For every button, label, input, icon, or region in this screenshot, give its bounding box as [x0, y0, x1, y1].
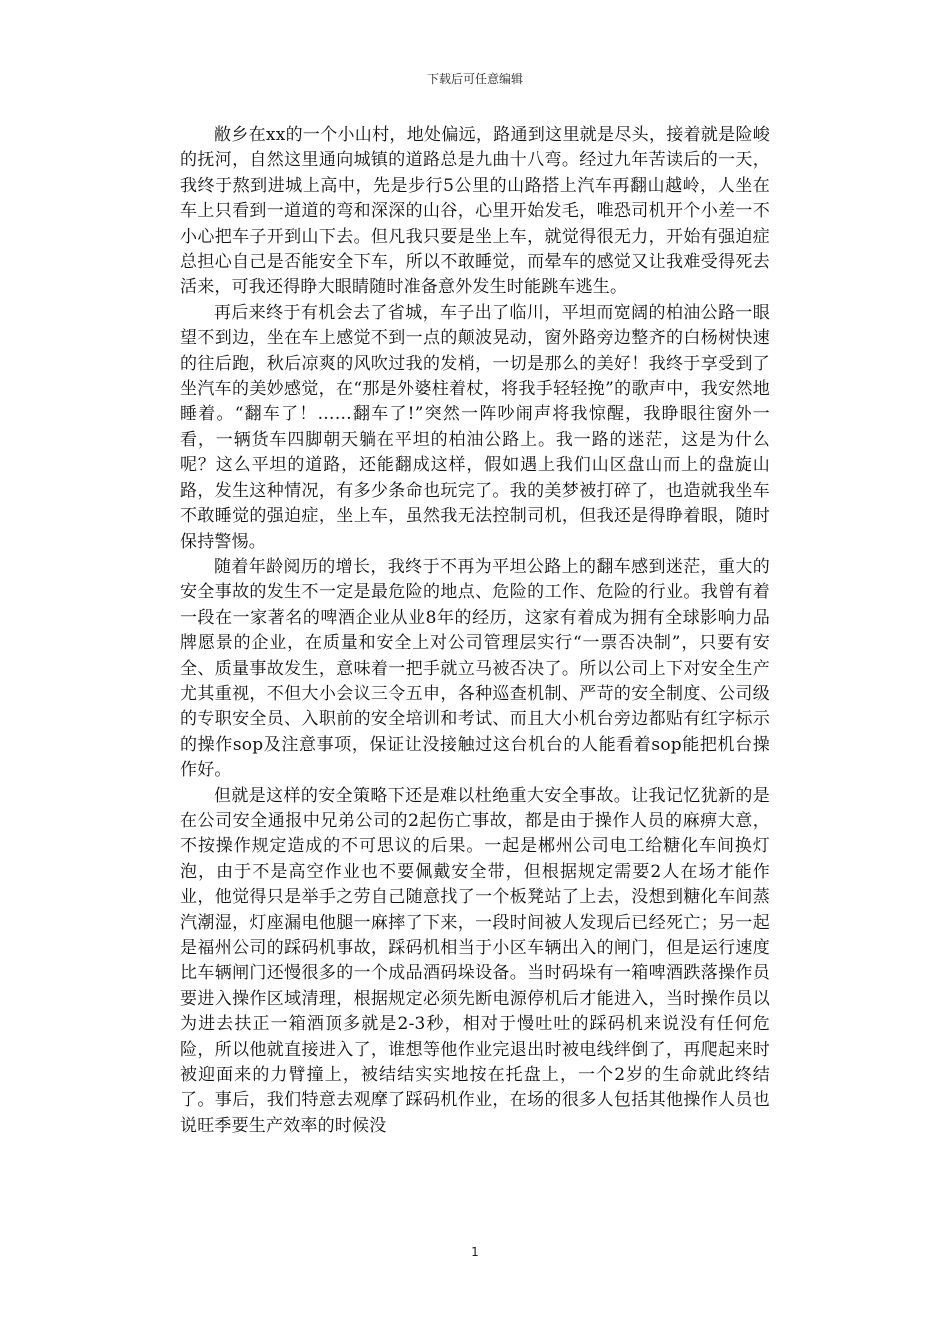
paragraph-3: 随着年龄阅历的增长，我终于不再为平坦公路上的翻车感到迷茫，重大的安全事故的发生不一定是最危险的地点、危险的工作、危险的行业。我曾有着一段在一家著名的啤酒企业从业8年的经历，这家有着成为拥有全球影响力品牌愿景的企业，在质量和安全上对公司管理层实行“一票否决制”，只要有安全、质量事故发生，意味着一把手就立马被否决了。所以公司上下对安全生产尤其重视，不但大小会议三令五申，各种巡查机制、严苛的安全制度、公司级的专职安全员、入职前的安全培训和考试、而且大小机台旁边都贴有红字标示的操作sop及注意事项，保证让没接触过这台机台的人能看着sop能把机台操作好。	[180, 556, 770, 781]
page-number: 1	[471, 1245, 479, 1259]
paragraph-4: 但就是这样的安全策略下还是难以杜绝重大安全事故。让我记忆犹新的是在公司安全通报中兄弟公司的2起伤亡事故，都是由于操作人员的麻痹大意，不按操作规定造成的不可思议的后果。一起是郴州公司电工给糖化车间换灯泡，由于不是高空作业也不要佩戴安全带，但根据规定需要2人在场才能作业，他觉得只是举手之劳自己随意找了一个板凳站了上去，没想到糖化车间蒸汽潮湿，灯座漏电他腿一麻摔了下来，一段时间被人发现后已经死亡；另一起是福州公司的踩码机事故，踩码机相当于小区车辆出入的闸门，但是运行速度比车辆闸门还慢很多的一个成品酒码垛设备。当时码垛有一箱啤酒跌落操作员要进入操作区域清理，根据规定必须先断电源停机后才能进入，当时操作员以为进去扶正一箱酒顶多就是2-3秒，相对于慢吐吐的踩码机来说没有任何危险，所以他就直接进入了，谁想等他作业完退出时被电线绊倒了，再爬起来时被迎面来的力臂撞上，被结结实实地按在托盘上，一个2岁的生命就此终结了。事后，我们特意去观摩了踩码机作业，在场的很多人包括其他操作人员也说旺季要生产效率的时候没	[180, 785, 770, 1136]
document-body	[180, 123, 770, 1139]
paragraph-2: 再后来终于有机会去了省城，车子出了临川，平坦而宽阔的柏油公路一眼望不到边，坐在车上感觉不到一点的颠波晃动，窗外路旁边整齐的白杨树快速的往后跑，秋后凉爽的风吹过我的发梢，一切是那么的美好！我终于享受到了坐汽车的美妙感觉，在“那是外婆柱着杖，将我手轻轻挽”的歌声中，我安然地睡着。“翻车了！……翻车了!”突然一阵吵闹声将我惊醒，我睁眼往窗外一看，一辆货车四脚朝天躺在平坦的柏油公路上。我一路的迷茫，这是为什么呢？这么平坦的道路，还能翻成这样，假如遇上我们山区盘山而上的盘旋山路，发生这种情况，有多少条命也玩完了。我的美梦被打碎了，也造就我坐车不敢睡觉的强迫症，坐上车，虽然我无法控制司机，但我还是得睁着眼，随时保持警惕。	[180, 302, 770, 552]
paragraph-1: 敝乡在xx的一个小山村，地处偏远，路通到这里就是尽头，接着就是险峻的抚河，自然这里通向城镇的道路总是九曲十八弯。经过九年苦读后的一天，我终于熬到进城上高中，先是步行5公里的山路搭上汽车再翻山越岭，人坐在车上只看到一道道的弯和深深的山谷，心里开始发毛，唯恐司机开个小差一不小心把车子开到山下去。但凡我只要是坐上车，就觉得很无力，开始有强迫症总担心自己是否能安全下车，所以不敢睡觉，而晕车的感觉又让我难受得死去活来，可我还得睁大眼睛随时准备意外发生时能跳车逃生。	[180, 125, 770, 298]
page-header: 下载后可任意编辑	[426, 72, 523, 86]
